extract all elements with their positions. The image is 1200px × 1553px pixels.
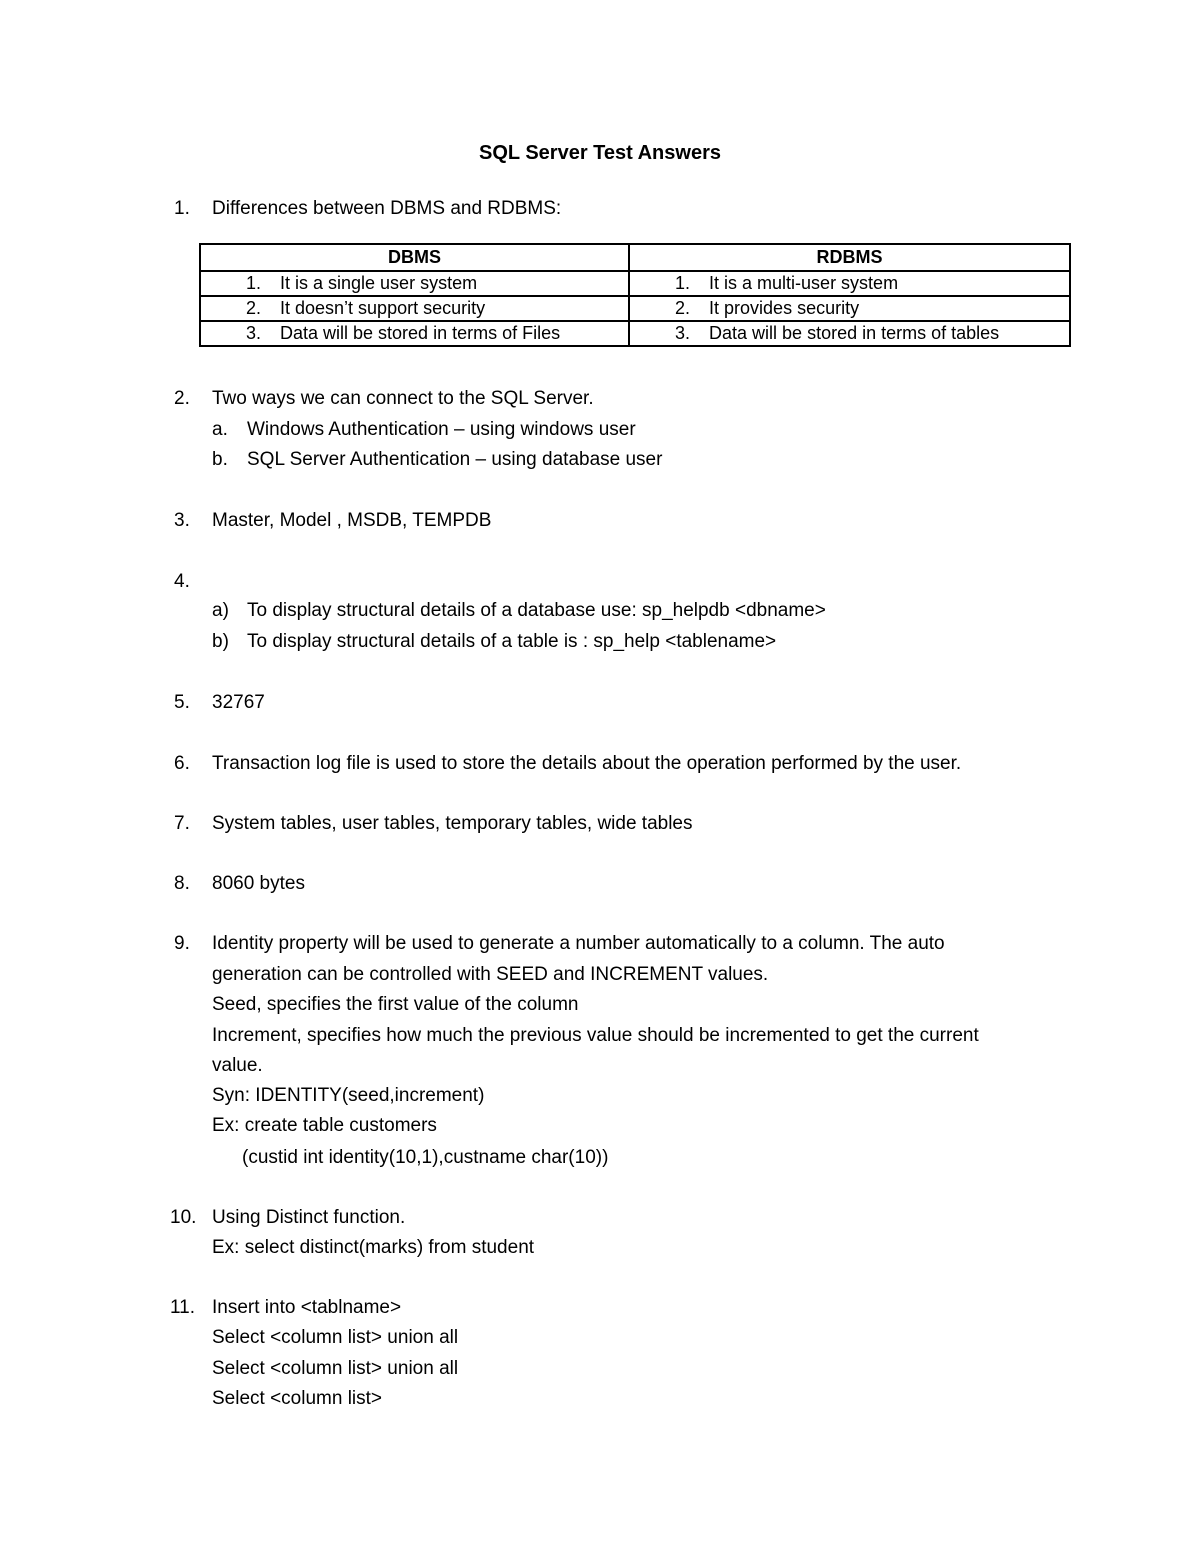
header-dbms: DBMS (200, 244, 629, 271)
q2-item-marker: a. (212, 419, 228, 440)
q10-line: Using Distinct function. (212, 1207, 406, 1228)
table-header-row (200, 244, 1070, 271)
dbms-text: It doesn’t support security (280, 298, 486, 318)
dbms-cell (200, 271, 629, 296)
q9-line: value. (212, 1055, 263, 1076)
q4-item-marker: a) (212, 600, 229, 621)
q6-text: Transaction log file is used to store the details about the operation performed by the user. (212, 753, 962, 774)
q4-item-marker: b) (212, 631, 229, 652)
dbms-text: It is a single user system (280, 273, 478, 293)
q6-number: 6. (174, 753, 190, 774)
q9-number: 9. (174, 933, 190, 954)
q8-text: 8060 bytes (212, 873, 305, 894)
dbms-cell (200, 296, 629, 321)
row-number: 1. (246, 273, 262, 293)
q11-number: 11. (170, 1297, 196, 1318)
rdbms-cell (629, 321, 1070, 346)
row-number: 3. (675, 323, 691, 343)
q5-number: 5. (174, 692, 190, 713)
dbms-cell (200, 321, 629, 346)
q10-number: 10. (170, 1207, 197, 1228)
q3-text: Master, Model , MSDB, TEMPDB (212, 510, 492, 531)
q11-line: Select <column list> (212, 1388, 383, 1409)
q9-line: Ex: create table customers (212, 1115, 437, 1136)
q10-line: Ex: select distinct(marks) from student (212, 1237, 535, 1258)
q9-line: generation can be controlled with SEED and INCREMENT values. (212, 964, 769, 985)
q2-item-text: SQL Server Authentication – using database user (247, 449, 663, 470)
q2-text: Two ways we can connect to the SQL Server. (212, 388, 594, 409)
header-rdbms: RDBMS (629, 244, 1070, 271)
q11-line: Select <column list> union all (212, 1358, 459, 1379)
q11-line: Insert into <tablname> (212, 1297, 402, 1318)
dbms-text: Data will be stored in terms of Files (280, 323, 561, 343)
page-title: SQL Server Test Answers (479, 142, 721, 164)
q1-text: Differences between DBMS and RDBMS: (212, 198, 562, 219)
rdbms-text: It provides security (709, 298, 860, 318)
q1-number: 1. (174, 198, 190, 219)
q9-line: Increment, specifies how much the previous value should be incremented to get the current (212, 1025, 979, 1046)
q4-item-text: To display structural details of a database use: sp_helpdb <dbname> (247, 600, 826, 621)
q4-number: 4. (174, 571, 190, 592)
q2-number: 2. (174, 388, 190, 409)
q11-line: Select <column list> union all (212, 1327, 459, 1348)
q9-line: (custid int identity(10,1),custname char(10)) (242, 1147, 609, 1168)
q8-number: 8. (174, 873, 190, 894)
row-number: 2. (246, 298, 262, 318)
row-number: 2. (675, 298, 691, 318)
q2-item-marker: b. (212, 449, 228, 470)
q3-number: 3. (174, 510, 190, 531)
q5-text: 32767 (212, 692, 265, 713)
rdbms-text: Data will be stored in terms of tables (709, 323, 1000, 343)
q7-text: System tables, user tables, temporary tables, wide tables (212, 813, 693, 834)
table-row (200, 321, 1070, 346)
dbms-rdbms-table (199, 243, 1071, 347)
q9-line: Seed, specifies the first value of the column (212, 994, 579, 1015)
row-number: 3. (246, 323, 262, 343)
q2-item-text: Windows Authentication – using windows user (247, 419, 636, 440)
rdbms-cell (629, 296, 1070, 321)
q9-line: Identity property will be used to generate a number automatically to a column. The auto (212, 933, 945, 954)
rdbms-cell (629, 271, 1070, 296)
q4-item-text: To display structural details of a table is : sp_help <tablename> (247, 631, 777, 652)
q7-number: 7. (174, 813, 190, 834)
rdbms-text: It is a multi-user system (709, 273, 899, 293)
table-row (200, 271, 1070, 296)
row-number: 1. (675, 273, 691, 293)
table-row (200, 296, 1070, 321)
q9-line: Syn: IDENTITY(seed,increment) (212, 1085, 485, 1106)
